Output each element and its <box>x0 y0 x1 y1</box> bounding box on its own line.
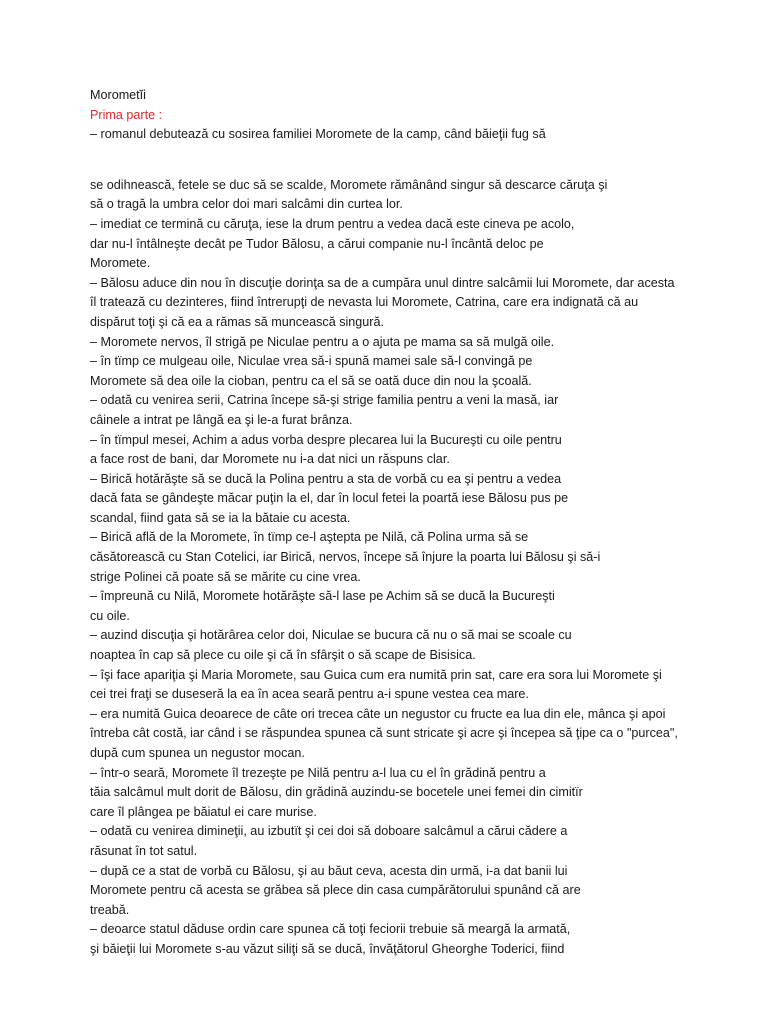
paragraph-line: şi băieţii lui Moromete s-au văzut siliţi să se ducă, învăţătorul Gheorghe Toderici, fiind <box>90 941 565 956</box>
paragraph-line: – auzind discuţia şi hotărârea celor doi, Niculae se bucura că nu o să mai se scoale cu <box>90 628 572 643</box>
paragraph-line: – într-o seară, Moromete îl trezeşte pe Nilă pentru a-l lua cu el în grădină pentru a <box>90 765 546 780</box>
paragraph-line: – imediat ce termină cu căruţa, iese la drum pentru a vedea dacă este cineva pe acolo, <box>90 216 575 231</box>
paragraph-line: – deoarce statul dăduse ordin care spunea că toţi feciorii trebuie să meargă la armată, <box>90 922 571 937</box>
document-title: Morometĭi <box>90 88 146 102</box>
paragraph-line: câinele a intrat pe lângă ea şi le-a furat brânza. <box>90 412 353 427</box>
paragraph-line: cei trei fraţi se duseseră la ea în acea seară pentru a-i spune vestea cea mare. <box>90 687 529 702</box>
paragraph-lines <box>90 176 710 960</box>
paragraph-line: Moromete pentru că acesta se grăbea să plece din casa cumpărătorului spunând că are <box>90 883 581 898</box>
paragraph-line: întreba cât costă, iar când i se răspundea spunea că sunt stricate şi acre şi începea să ţipe ca o "purcea", <box>90 726 678 741</box>
paragraph-line: – Moromete nervos, îl strigă pe Niculae pentru a o ajuta pe mama sa să mulgă oile. <box>90 334 555 349</box>
paragraph-line: care îl plângea pe băiatul ei care murise. <box>90 804 317 819</box>
paragraph-line: – odată cu venirea serii, Catrina începe să-şi strige familia pentru a veni la masă, iar <box>90 393 559 408</box>
paragraph-line: scandal, fiind gata să se ia la bătaie cu acesta. <box>90 510 351 525</box>
paragraph-line: îl tratează cu dezinteres, fiind întrerupţi de nevasta lui Moromete, Catrina, care era indignată că au <box>90 295 639 310</box>
document-body <box>90 86 710 960</box>
paragraph-line: strige Polinei că poate să se mărite cu cine vrea. <box>90 569 361 584</box>
paragraph-line: tăia salcâmul mult dorit de Bălosu, din grădină auzindu-se bocetele unei femei din cimitïr <box>90 785 583 800</box>
paragraph-line: răsunat în tot satul. <box>90 843 198 858</box>
paragraph-line: după cum spunea un negustor mocan. <box>90 746 305 760</box>
paragraph-line: căsătorească cu Stan Cotelici, iar Birică, nervos, începe să înjure la poarta lui Bălosu şi să-i <box>90 550 601 565</box>
section-heading: Prima parte : <box>90 107 163 122</box>
paragraph-line: – romanul debutează cu sosirea familiei Moromete de la camp, când băieţii fug să <box>90 127 546 142</box>
paragraph-line: – Birică hotărăşte să se ducă la Polina pentru a sta de vorbă cu ea şi pentru a vedea <box>90 471 562 486</box>
paragraph-line: – odată cu venirea dimineţii, au izbutït şi cei doi să doboare salcâmul a cărui cădere a <box>90 824 568 839</box>
paragraph-line: – Birică află de la Moromete, în tïmp ce-l aştepta pe Nilă, că Polina urma să se <box>90 530 529 545</box>
paragraph-line: dispărut toţi şi că ea a rămas să muncească singură. <box>90 314 384 329</box>
paragraph-line: – după ce a stat de vorbă cu Bălosu, şi au băut ceva, acesta din urmă, i-a dat banii lui <box>90 863 568 878</box>
paragraph-line: – în tïmpul mesei, Achim a adus vorba despre plecarea lui la Bucureşti cu oile pentru <box>90 432 562 447</box>
paragraph-line: Moromete. <box>90 256 151 271</box>
paragraph-line: dar nu-l întâlneşte decât pe Tudor Bălosu, a cărui companie nu-l încântă deloc pe <box>90 236 544 251</box>
paragraph-gap <box>90 145 710 176</box>
paragraph-line: – în tïmp ce mulgeau oile, Niculae vrea să-i spună mamei sale să-l convingă pe <box>90 354 533 369</box>
paragraph-line: să o tragă la umbra celor doi mari salcâmi din curtea lor. <box>90 197 403 212</box>
paragraph-line: treabă. <box>90 902 130 917</box>
paragraph-line: se odihnească, fetele se duc să se scalde, Moromete rămânând singur să descarce căruţa şi <box>90 177 608 192</box>
paragraph-line: – îşi face apariţia şi Maria Moromete, sau Guica cum era numită prin sat, care era sora lui Moromete şi <box>90 667 662 682</box>
paragraph-line: – Bălosu aduce din nou în discuţie dorinţa sa de a cumpăra unul dintre salcâmii lui Moromete, dar acesta <box>90 275 675 290</box>
paragraph-line: dacă fata se gândeşte măcar puţin la el, dar în locul fetei la poartă iese Bălosu pus pe <box>90 491 569 506</box>
paragraph-line: – împreună cu Nilă, Moromete hotărăşte să-l lase pe Achim să se ducă la Bucureşti <box>90 589 555 604</box>
paragraph-line: a face rost de bani, dar Moromete nu i-a dat nici un răspuns clar. <box>90 452 450 467</box>
paragraph-line: noaptea în cap să plece cu oile şi că în sfârşit o să scape de Bisisica. <box>90 648 476 663</box>
paragraph-line: – era numită Guica deoarece de câte ori trecea câte un negustor cu fructe ea lua din ele, mânca şi apoi <box>90 706 666 721</box>
paragraph-line: cu oile. <box>90 608 130 623</box>
paragraph-line: Moromete să dea oile la cioban, pentru ca el să se oată duce din nou la şcoală. <box>90 373 532 388</box>
